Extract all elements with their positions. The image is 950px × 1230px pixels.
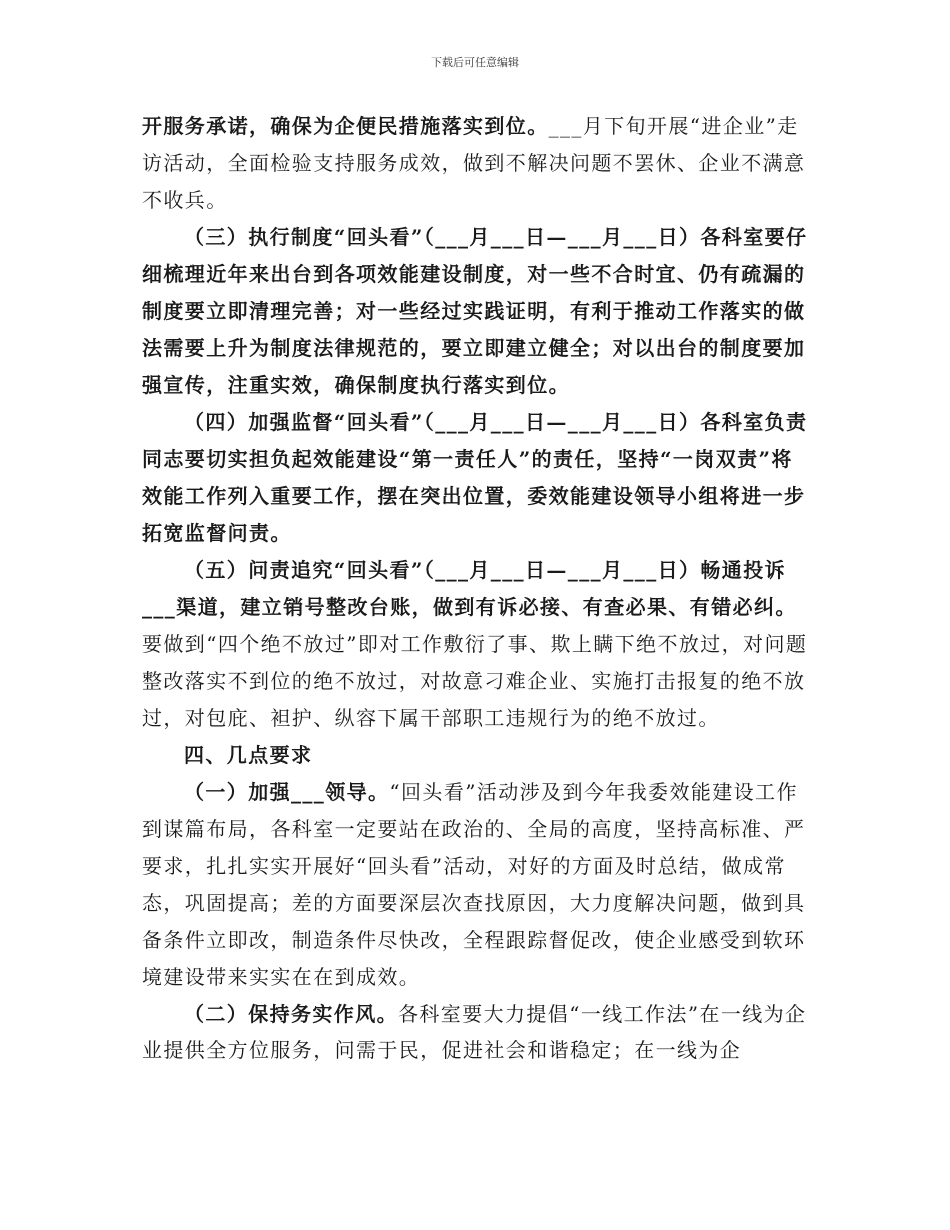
- paragraph-3-bold: （四）加强监督“回头看”（___月___日—___月___日）各科室负责同志要切实担负起效能建设“第一责任人”的责任，坚持“一岗双责”将效能工作列入重要工作，摆在突出位置，委效能建设领导小组将进一步拓宽监督问责。: [142, 410, 808, 545]
- paragraph-1: [142, 108, 812, 219]
- paragraph-6: [142, 774, 812, 996]
- paragraph-1-text: ___月下旬开展“进企业”走访活动，全面检验支持服务成效，做到不解决问题不罢休、企业不满意不收兵。: [142, 114, 806, 212]
- paragraph-7-text: 各科室要大力提倡“一线工作法”在一线为企业提供全方位服务，问需于民，促进社会和谐稳定；在一线为企: [142, 1002, 807, 1062]
- paragraph-7-bold: （二）保持务实作风。: [184, 1002, 398, 1026]
- section-heading-text: 四、几点要求: [184, 743, 313, 767]
- page-header-note: 下载后可任意编辑: [431, 56, 519, 69]
- document-body: [142, 108, 812, 1068]
- paragraph-4-bold: （五）问责追究“回头看”（___月___日—___月___日）畅通投诉___渠道，建立销号整改台账，做到有诉必接、有查必果、有错必纠。: [142, 558, 797, 619]
- paragraph-1-bold: 开服务承诺，确保为企便民措施落实到位。: [142, 114, 549, 138]
- paragraph-6-bold: （一）加强___领导。: [184, 780, 390, 804]
- paragraph-2-bold: （三）执行制度“回头看”（___月___日—___月___日）各科室要仔细梳理近年来出台到各项效能建设制度，对一些不合时宜、仍有疏漏的制度要立即清理完善；对一些经过实践证明，有利于推动工作落实的做法需要上升为制度法律规范的，要立即建立健全；对以出台的制度要加强宣传，注重实效，确保制度执行落实到位。: [142, 225, 808, 397]
- paragraph-4: [142, 552, 812, 737]
- paragraph-2: [142, 219, 812, 404]
- paragraph-7: [142, 996, 812, 1068]
- paragraph-4-text: 要做到“四个绝不放过”即对工作敷衍了事、欺上瞒下绝不放过，对问题整改落实不到位的绝不放过，对故意刁难企业、实施打击报复的绝不放过，对包庇、袒护、纵容下属干部职工违规行为的绝不放过。: [142, 632, 808, 730]
- section-heading: [142, 737, 812, 774]
- paragraph-3: [142, 404, 812, 552]
- paragraph-6-text: “回头看”活动涉及到今年我委效能建设工作到谋篇布局，各科室一定要站在政治的、全局的高度，坚持高标准、严要求，扎扎实实开展好“回头看”活动，对好的方面及时总结，做成常态，巩固提高；差的方面要深层次查找原因，大力度解决问题，做到具备条件立即改，制造条件尽快改，全程跟踪督促改，使企业感受到软环境建设带来实实在在到成效。: [142, 780, 806, 989]
